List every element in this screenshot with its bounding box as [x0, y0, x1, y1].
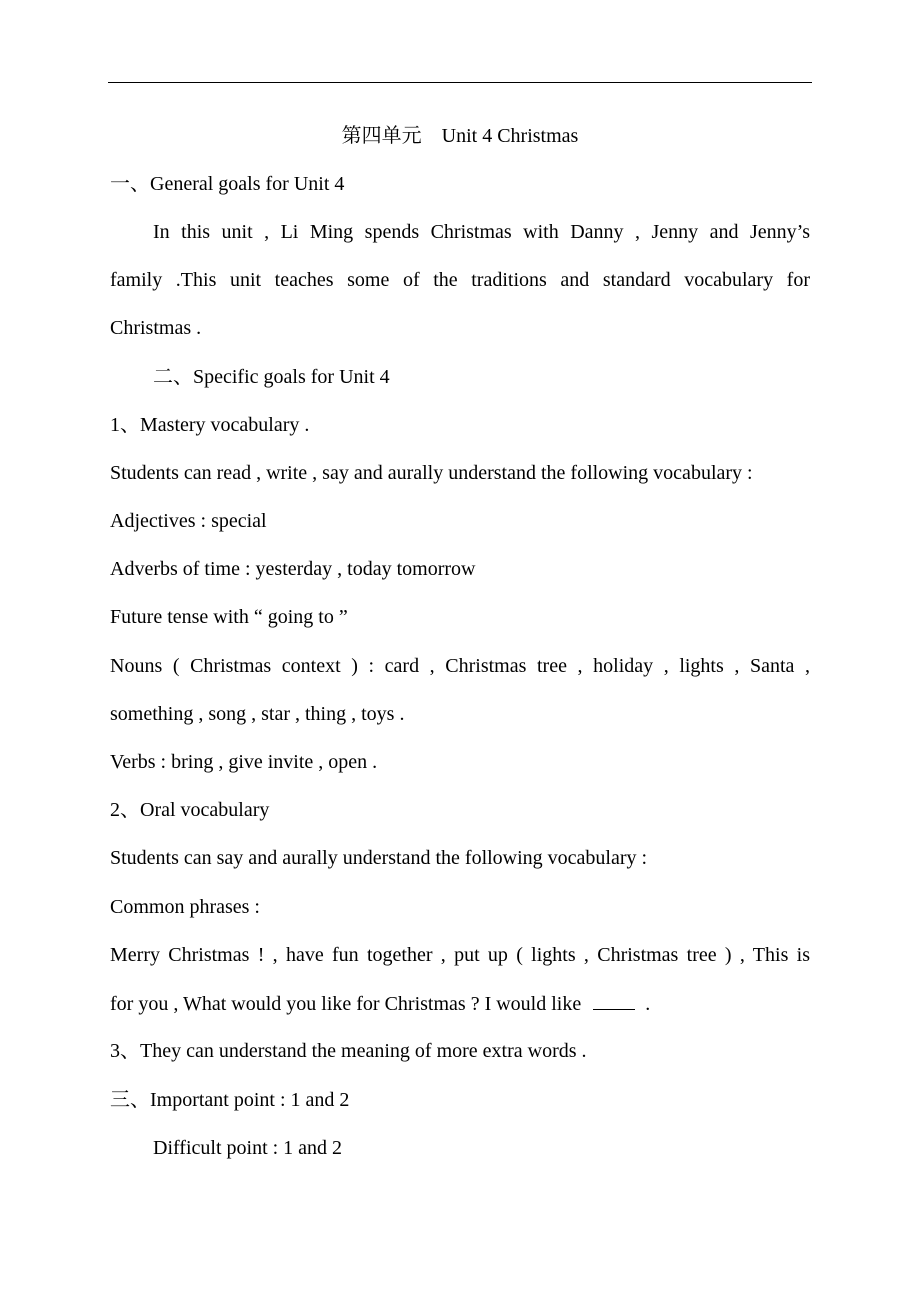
adverbs-line: Adverbs of time : yesterday , today tomorrow: [110, 558, 476, 580]
common-phrases-label: Common phrases :: [110, 896, 260, 918]
mastery-intro: Students can read , write , say and aurally understand the following vocabulary :: [110, 462, 753, 484]
oral-intro: Students can say and aurally understand the following vocabulary :: [110, 847, 648, 869]
header-rule: [108, 82, 812, 83]
future-tense-line: Future tense with “ going to ”: [110, 606, 348, 628]
intro-line-3: Christmas .: [110, 317, 202, 339]
fill-in-blank: [593, 991, 635, 1010]
title-chinese: 第四单元: [341, 125, 422, 147]
difficult-point-line: Difficult point : 1 and 2: [153, 1137, 343, 1159]
verbs-line: Verbs : bring , give invite , open .: [110, 751, 378, 773]
phrases-line-2: [110, 991, 810, 1016]
nouns-line-2: something , song , star , thing , toys .: [110, 703, 405, 725]
intro-line-1: In this unit , Li Ming spends Christmas with Danny , Jenny and Jenny’s: [153, 221, 810, 243]
extra-words-line: 3、They can understand the meaning of more extra words .: [110, 1040, 587, 1062]
adjectives-line: Adjectives : special: [110, 510, 267, 532]
specific-goals-heading: 二、Specific goals for Unit 4: [153, 366, 390, 388]
important-point-line: 三、Important point : 1 and 2: [110, 1089, 350, 1111]
title-english: Unit 4 Christmas: [441, 125, 579, 147]
mastery-vocabulary-heading: 1、Mastery vocabulary .: [110, 414, 310, 436]
phrases-line-2-text: for you , What would you like for Christmas ? I would like: [110, 993, 582, 1015]
phrases-line-2-period: .: [645, 993, 651, 1015]
general-goals-heading: 一、General goals for Unit 4: [110, 173, 345, 195]
page-title: [0, 124, 920, 148]
nouns-line-1: Nouns ( Christmas context ) : card , Christmas tree , holiday , lights , Santa ,: [110, 655, 810, 677]
oral-vocabulary-heading: 2、Oral vocabulary: [110, 799, 270, 821]
phrases-line-1: Merry Christmas ! , have fun together , put up ( lights , Christmas tree ) , This is: [110, 944, 810, 966]
intro-line-2: family .This unit teaches some of the traditions and standard vocabulary for: [110, 269, 810, 291]
